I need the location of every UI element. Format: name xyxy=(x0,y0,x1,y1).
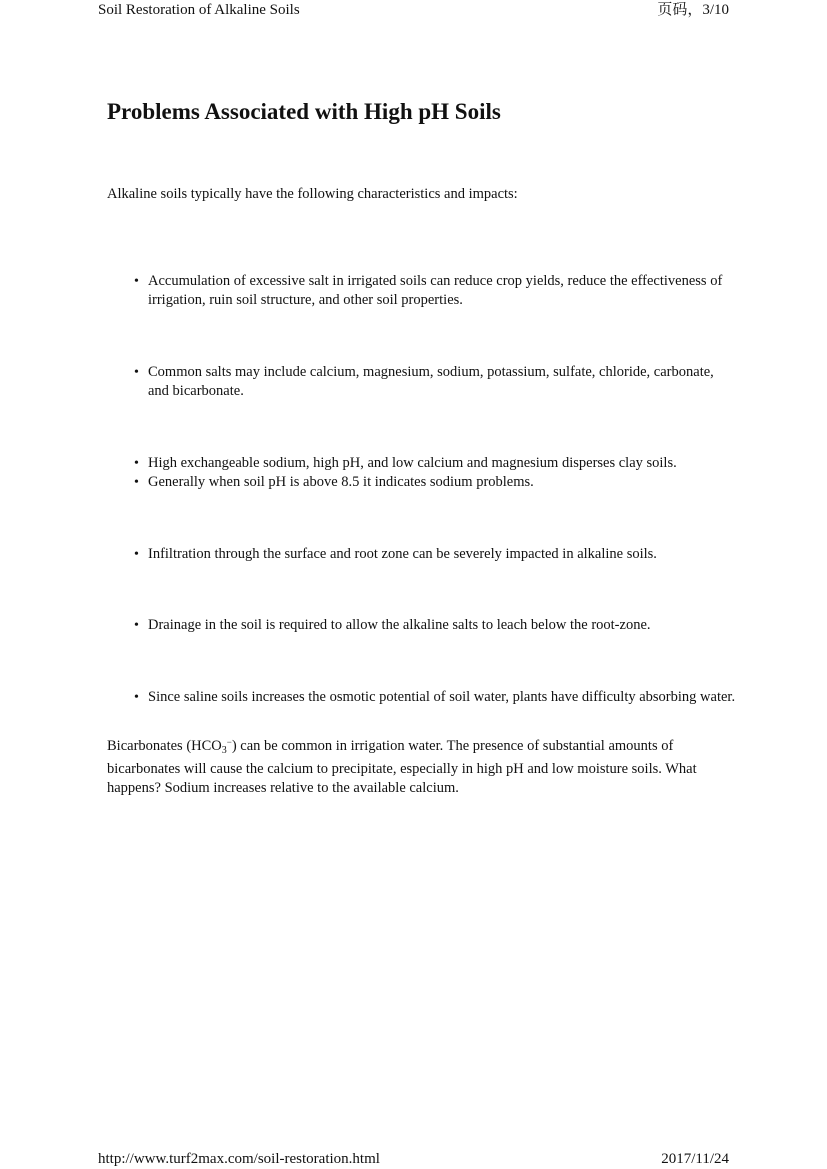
closing-subscript: 3 xyxy=(221,745,227,756)
list-item xyxy=(134,688,738,707)
bullet-icon: • xyxy=(134,274,139,289)
article-heading: Problems Associated with High pH Soils xyxy=(107,99,501,124)
bullet-icon: • xyxy=(134,690,139,705)
list-item xyxy=(134,272,738,310)
bullet-icon: • xyxy=(134,547,139,562)
closing-superscript: − xyxy=(226,737,232,747)
bullet-icon: • xyxy=(134,618,139,633)
list-item xyxy=(134,545,738,564)
source-url: http://www.turf2max.com/soil-restoration.html xyxy=(98,1151,380,1167)
intro-paragraph: Alkaline soils typically have the following characteristics and impacts: xyxy=(107,186,518,202)
closing-prefix: Bicarbonates (HCO xyxy=(107,738,222,754)
list-item-text: Common salts may include calcium, magnesium, sodium, potassium, sulfate, chloride, carbonate, and bicarbonate. xyxy=(148,364,714,399)
list-item-text: Infiltration through the surface and root zone can be severely impacted in alkaline soils. xyxy=(148,546,657,562)
print-date: 2017/11/24 xyxy=(661,1151,729,1167)
article-body xyxy=(107,96,736,796)
bullet-icon: • xyxy=(134,475,139,490)
page-footer xyxy=(98,1149,729,1169)
page-header xyxy=(98,0,729,20)
bullet-icon: • xyxy=(134,365,139,380)
document-title: Soil Restoration of Alkaline Soils xyxy=(98,2,300,18)
bullet-icon: • xyxy=(134,456,139,471)
bicarbonates-paragraph xyxy=(107,733,727,798)
list-item xyxy=(134,454,738,473)
page-indicator: 页码，3/10 xyxy=(657,2,729,18)
list-item-text: Generally when soil pH is above 8.5 it indicates sodium problems. xyxy=(148,474,534,490)
list-item xyxy=(134,363,738,401)
list-item-text: Since saline soils increases the osmotic potential of soil water, plants have difficulty absorbing water. xyxy=(148,689,736,705)
list-item xyxy=(134,473,738,492)
list-item-text: Drainage in the soil is required to allow the alkaline salts to leach below the root-zone. xyxy=(148,617,651,633)
closing-suffix: ) can be common in irrigation water. The presence of substantial amounts of bicarbonates will cause the calcium to precipitate, especially in high pH and low moisture soils. What happens? Sodium increases relative to the available calcium. xyxy=(107,738,697,796)
list-item-text: High exchangeable sodium, high pH, and low calcium and magnesium disperses clay soils. xyxy=(148,455,677,471)
list-item-text: Accumulation of excessive salt in irrigated soils can reduce crop yields, reduce the effectiveness of irrigation, ruin soil structure, and other soil properties. xyxy=(148,273,723,308)
list-item xyxy=(134,616,738,635)
